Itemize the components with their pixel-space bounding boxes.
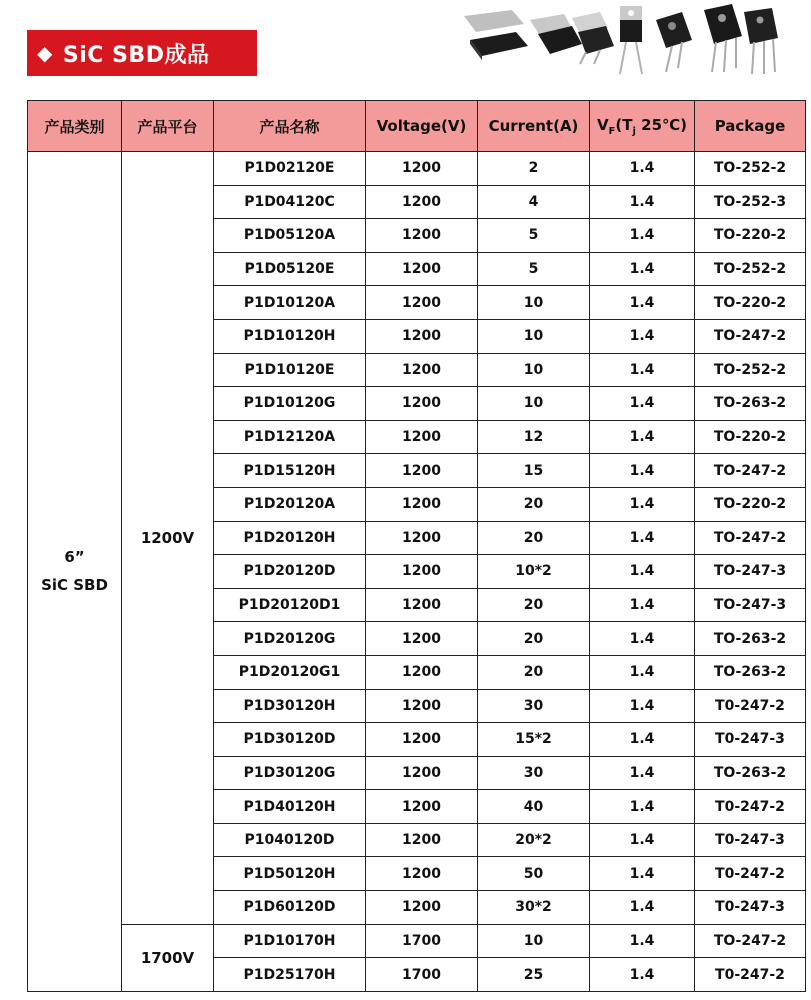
current-cell: 10 xyxy=(478,353,590,387)
name-cell: P1D20120G xyxy=(214,622,366,656)
current-cell: 20 xyxy=(478,521,590,555)
vf-cell: 1.4 xyxy=(590,319,695,353)
vf-cell: 1.4 xyxy=(590,521,695,555)
header-platform: 产品平台 xyxy=(122,101,214,152)
voltage-cell: 1200 xyxy=(366,790,478,824)
current-cell: 30*2 xyxy=(478,891,590,925)
current-cell: 25 xyxy=(478,958,590,992)
current-cell: 20 xyxy=(478,622,590,656)
vf-cell: 1.4 xyxy=(590,420,695,454)
voltage-cell: 1700 xyxy=(366,924,478,958)
package-photo-to220 xyxy=(620,6,642,74)
header-package: Package xyxy=(695,101,806,152)
package-cell: TO-252-3 xyxy=(695,185,806,219)
name-cell: P1D30120D xyxy=(214,723,366,757)
voltage-cell: 1200 xyxy=(366,555,478,589)
current-cell: 20 xyxy=(478,487,590,521)
vf-cell: 1.4 xyxy=(590,588,695,622)
voltage-cell: 1200 xyxy=(366,454,478,488)
name-cell: P1D50120H xyxy=(214,857,366,891)
package-cell: TO-263-2 xyxy=(695,622,806,656)
current-cell: 15 xyxy=(478,454,590,488)
table-row xyxy=(28,924,806,958)
name-cell: P1D20120D1 xyxy=(214,588,366,622)
name-cell: P1D30120G xyxy=(214,756,366,790)
package-cell: T0-247-3 xyxy=(695,891,806,925)
package-cell: TO-220-2 xyxy=(695,487,806,521)
package-cell: T0-247-2 xyxy=(695,790,806,824)
package-cell: TO-247-2 xyxy=(695,924,806,958)
header-name: 产品名称 xyxy=(214,101,366,152)
vf-cell: 1.4 xyxy=(590,790,695,824)
package-cell: TO-252-2 xyxy=(695,152,806,186)
voltage-cell: 1200 xyxy=(366,185,478,219)
name-cell: P1D15120H xyxy=(214,454,366,488)
header-current: Current(A) xyxy=(478,101,590,152)
name-cell: P1D10120A xyxy=(214,286,366,320)
package-photo-smd-flat xyxy=(464,10,528,60)
current-cell: 30 xyxy=(478,689,590,723)
table-row xyxy=(28,152,806,186)
current-cell: 20 xyxy=(478,655,590,689)
name-cell: P1D10170H xyxy=(214,924,366,958)
name-cell: P1D25170H xyxy=(214,958,366,992)
name-cell: P1D04120C xyxy=(214,185,366,219)
voltage-cell: 1200 xyxy=(366,521,478,555)
category-cell xyxy=(28,152,122,992)
current-cell: 2 xyxy=(478,152,590,186)
package-cell: TO-220-2 xyxy=(695,219,806,253)
platform-cell: 1700V xyxy=(122,924,214,991)
package-cell: TO-247-2 xyxy=(695,454,806,488)
package-photo-dpak xyxy=(530,12,614,64)
name-cell: P1D10120E xyxy=(214,353,366,387)
voltage-cell: 1200 xyxy=(366,487,478,521)
name-cell: P1D20120G1 xyxy=(214,655,366,689)
name-cell: P1040120D xyxy=(214,823,366,857)
vf-cell: 1.4 xyxy=(590,723,695,757)
vf-cell: 1.4 xyxy=(590,252,695,286)
current-cell: 12 xyxy=(478,420,590,454)
vf-cell: 1.4 xyxy=(590,857,695,891)
name-cell: P1D12120A xyxy=(214,420,366,454)
package-cell: TO-252-2 xyxy=(695,252,806,286)
voltage-cell: 1200 xyxy=(366,622,478,656)
diamond-icon: ◆ xyxy=(37,41,53,65)
vf-cell: 1.4 xyxy=(590,454,695,488)
voltage-cell: 1200 xyxy=(366,723,478,757)
section-title: SiC SBD成品 xyxy=(62,42,210,68)
package-cell: TO-247-2 xyxy=(695,319,806,353)
voltage-cell: 1200 xyxy=(366,252,478,286)
vf-cell: 1.4 xyxy=(590,387,695,421)
package-cell: TO-252-2 xyxy=(695,353,806,387)
name-cell: P1D60120D xyxy=(214,891,366,925)
vf-cell: 1.4 xyxy=(590,891,695,925)
name-cell: P1D05120A xyxy=(214,219,366,253)
voltage-cell: 1200 xyxy=(366,891,478,925)
voltage-cell: 1200 xyxy=(366,353,478,387)
name-cell: P1D40120H xyxy=(214,790,366,824)
vf-cell: 1.4 xyxy=(590,756,695,790)
package-cell: TO-220-2 xyxy=(695,286,806,320)
package-cell: TO-263-2 xyxy=(695,655,806,689)
name-cell: P1D30120H xyxy=(214,689,366,723)
current-cell: 30 xyxy=(478,756,590,790)
package-cell: TO-220-2 xyxy=(695,420,806,454)
vf-cell: 1.4 xyxy=(590,924,695,958)
vf-cell: 1.4 xyxy=(590,219,695,253)
name-cell: P1D20120H xyxy=(214,521,366,555)
current-cell: 40 xyxy=(478,790,590,824)
vf-cell: 1.4 xyxy=(590,622,695,656)
platform-cell: 1200V xyxy=(122,152,214,925)
voltage-cell: 1200 xyxy=(366,219,478,253)
section-title-banner xyxy=(27,30,257,76)
voltage-cell: 1200 xyxy=(366,689,478,723)
package-photo-to247-3 xyxy=(744,8,778,74)
current-cell: 5 xyxy=(478,219,590,253)
vf-cell: 1.4 xyxy=(590,689,695,723)
name-cell: P1D10120H xyxy=(214,319,366,353)
package-cell: T0-247-2 xyxy=(695,689,806,723)
voltage-cell: 1200 xyxy=(366,420,478,454)
voltage-cell: 1200 xyxy=(366,823,478,857)
current-cell: 10*2 xyxy=(478,555,590,589)
voltage-cell: 1200 xyxy=(366,319,478,353)
current-cell: 50 xyxy=(478,857,590,891)
voltage-cell: 1200 xyxy=(366,857,478,891)
category-line-2: SiC SBD xyxy=(41,576,108,595)
voltage-cell: 1700 xyxy=(366,958,478,992)
current-cell: 5 xyxy=(478,252,590,286)
category-line-1: 6” xyxy=(64,547,85,566)
name-cell: P1D10120G xyxy=(214,387,366,421)
package-cell: TO-263-2 xyxy=(695,756,806,790)
package-cell: T0-247-2 xyxy=(695,857,806,891)
vf-cell: 1.4 xyxy=(590,487,695,521)
table-header-row xyxy=(28,101,806,152)
voltage-cell: 1200 xyxy=(366,588,478,622)
current-cell: 10 xyxy=(478,387,590,421)
vf-cell: 1.4 xyxy=(590,353,695,387)
name-cell: P1D05120E xyxy=(214,252,366,286)
vf-cell: 1.4 xyxy=(590,286,695,320)
package-cell: TO-263-2 xyxy=(695,387,806,421)
name-cell: P1D20120D xyxy=(214,555,366,589)
vf-cell: 1.4 xyxy=(590,152,695,186)
package-photo-to247-b xyxy=(704,4,742,72)
header-voltage: Voltage(V) xyxy=(366,101,478,152)
current-cell: 10 xyxy=(478,319,590,353)
package-cell: TO-247-3 xyxy=(695,588,806,622)
header-category: 产品类别 xyxy=(28,101,122,152)
vf-cell: 1.4 xyxy=(590,655,695,689)
current-cell: 15*2 xyxy=(478,723,590,757)
name-cell: P1D02120E xyxy=(214,152,366,186)
current-cell: 20 xyxy=(478,588,590,622)
vf-cell: 1.4 xyxy=(590,958,695,992)
sic-sbd-spec-table xyxy=(27,100,806,992)
current-cell: 20*2 xyxy=(478,823,590,857)
current-cell: 10 xyxy=(478,286,590,320)
vf-cell: 1.4 xyxy=(590,185,695,219)
package-cell: T0-247-3 xyxy=(695,723,806,757)
vf-cell: 1.4 xyxy=(590,823,695,857)
package-cell: TO-247-2 xyxy=(695,521,806,555)
voltage-cell: 1200 xyxy=(366,387,478,421)
voltage-cell: 1200 xyxy=(366,286,478,320)
header-vf: $V_F(T_j$ 25℃) xyxy=(590,101,695,152)
current-cell: 10 xyxy=(478,924,590,958)
current-cell: 4 xyxy=(478,185,590,219)
package-photo-to247-a xyxy=(656,12,692,72)
package-cell: T0-247-2 xyxy=(695,958,806,992)
voltage-cell: 1200 xyxy=(366,756,478,790)
vf-cell: 1.4 xyxy=(590,555,695,589)
name-cell: P1D20120A xyxy=(214,487,366,521)
package-photos xyxy=(460,2,780,80)
voltage-cell: 1200 xyxy=(366,152,478,186)
package-cell: T0-247-3 xyxy=(695,823,806,857)
voltage-cell: 1200 xyxy=(366,655,478,689)
package-cell: TO-247-3 xyxy=(695,555,806,589)
